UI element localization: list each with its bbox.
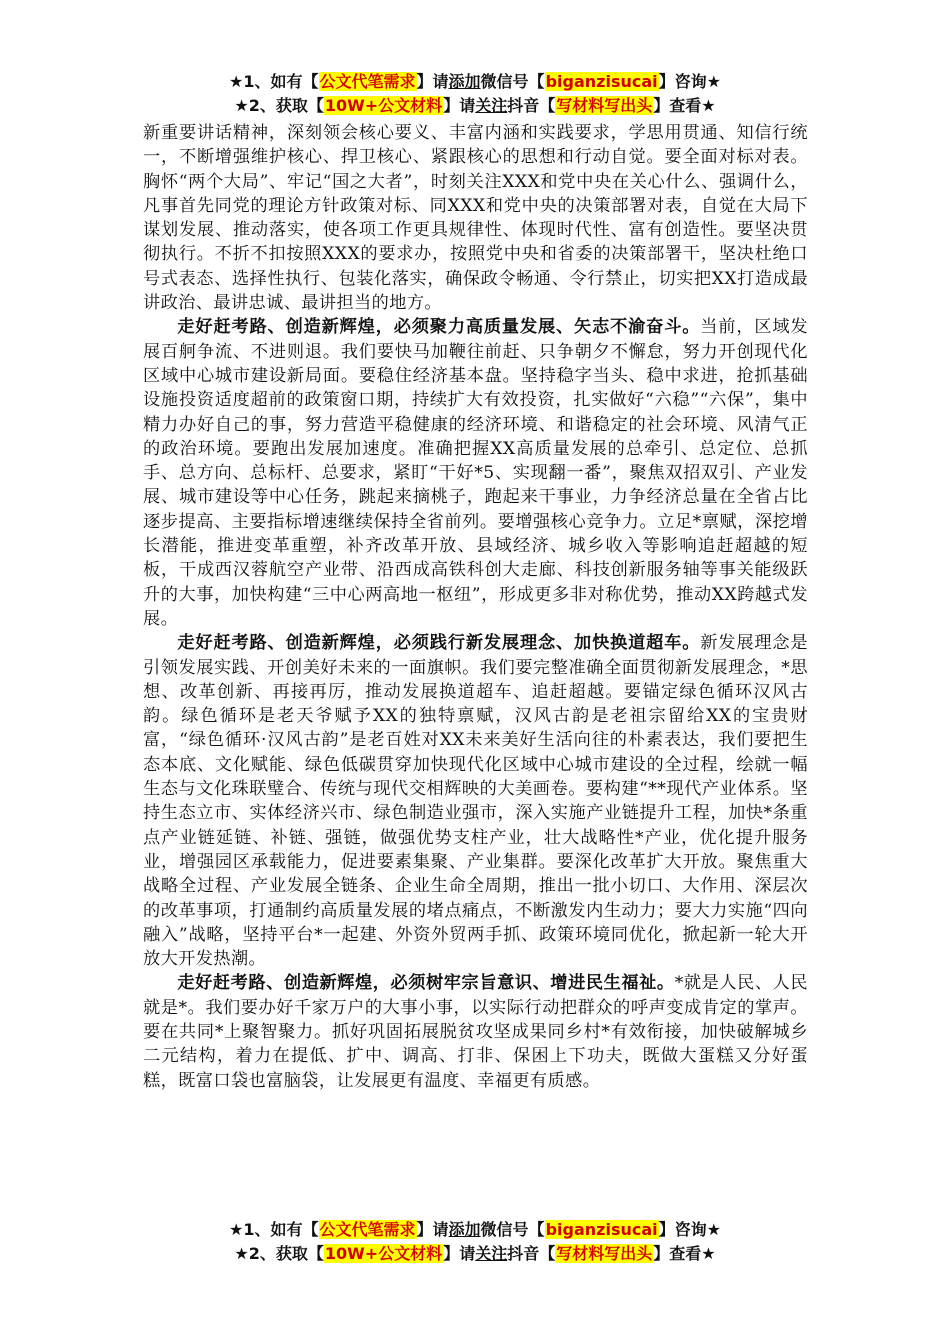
banner-line-1 bbox=[0, 70, 950, 94]
paragraph-lead: 走好赶考路、创造新辉煌，必须聚力高质量发展、矢志不渝奋斗。 bbox=[177, 317, 701, 338]
banner-text: 抖音【 bbox=[507, 96, 556, 115]
paragraph bbox=[143, 121, 808, 315]
paragraph-text: *就是人民、人民就是*。我们要办好千家万户的大事小事，以实际行动把群众的呼声变成肯定的掌声。要在共同*上聚智聚力。抓好巩固拓展脱贫攻坚成果同乡村*有效衔接，加快破解城乡二元结构，着力在提低、扩中、调高、打非、保困上下功夫，既做大蛋糕又分好蛋糕，既富口袋也富脑袋，让发展更有温度、幸福更有质感。 bbox=[143, 973, 809, 1091]
highlight-service: 公文代笔需求 bbox=[319, 1220, 416, 1239]
header-banner bbox=[0, 70, 950, 118]
paragraph-lead: 走好赶考路、创造新辉煌，必须树牢宗旨意识、增进民生福祉。 bbox=[177, 973, 675, 994]
footer-banner bbox=[0, 1218, 950, 1266]
banner-text: 微信号【 bbox=[480, 1220, 545, 1239]
banner-text: ★1、如有【 bbox=[229, 1220, 319, 1239]
banner-text: ★2、获取【 bbox=[234, 1244, 324, 1263]
banner-text: 】请 bbox=[416, 1220, 449, 1239]
banner-text: 抖音【 bbox=[507, 1244, 556, 1263]
underline-text: 关注 bbox=[475, 1244, 508, 1263]
underline-text: 添加 bbox=[448, 72, 481, 91]
banner-text: 微信号【 bbox=[480, 72, 545, 91]
banner-text: ★1、如有【 bbox=[229, 72, 319, 91]
banner-text: 】咨询★ bbox=[658, 1220, 721, 1239]
banner-line-1 bbox=[0, 1218, 950, 1242]
highlight-service: 公文代笔需求 bbox=[319, 72, 416, 91]
banner-text: 】请 bbox=[443, 96, 476, 115]
banner-text: 】查看★ bbox=[653, 1244, 716, 1263]
paragraph-text: 当前，区域发展百舸争流、不进则退。我们要快马加鞭往前赶、只争朝夕不懈怠，努力开创现代化区域中心城市建设新局面。要稳住经济基本盘。坚持稳字当头、稳中求进，抢抓基础设施投资适度超前的政策窗口期，持续扩大有效投资，扎实做好“六稳”“六保”，集中精力办好自己的事，努力营造平稳健康的经济环境、和谐稳定的社会环境、风清气正的政治环境。要跑出发展加速度。准确把握XX高质量发展的总牵引、总定位、总抓手、总方向、总标杆、总要求，紧盯“干好*5、实现翻一番”，聚焦双招双引、产业发展、城市建设等中心任务，跳起来摘桃子，跑起来干事业，力争经济总量在全省占比逐步提高、主要指标增速继续保持全省前列。要增强核心竞争力。立足*禀赋，深挖增长潜能，推进变革重塑，补齐改革开放、县域经济、城乡收入等影响追赶超越的短板，干成西汉蓉航空产业带、沿西成高铁科创大走廊、科技创新服务轴等事关能级跃升的大事，加快构建“三中心两高地一枢纽”，形成更多非对称优势，推动XX跨越式发展。 bbox=[143, 317, 809, 629]
document-body bbox=[143, 121, 808, 1093]
highlight-douyin-account: 写材料写出头 bbox=[556, 96, 653, 115]
highlight-materials: 10W+公文材料 bbox=[324, 1244, 443, 1263]
banner-text: 】查看★ bbox=[653, 96, 716, 115]
paragraph-text: 新发展理念是引领发展实践、开创美好未来的一面旗帜。我们要完整准确全面贯彻新发展理念，*思想、改革创新、再接再厉，推动发展换道超车、追赶超越。要锚定绿色循环汉风古韵。绿色循环是老天爷赋予XX的独特禀赋，汉风古韵是老祖宗留给XX的宝贵财富，“绿色循环·汉风古韵”是老百姓对XX未来美好生活向往的朴素表达，我们要把生态本底、文化赋能、绿色低碳贯穿加快现代化区域中心城市建设的全过程，绘就一幅生态与文化珠联璧合、传统与现代交相辉映的大美画卷。要构建“**现代产业体系。坚持生态立市、实体经济兴市、绿色制造业强市，深入实施产业链提升工程，加快*条重点产业链延链、补链、强链，做强优势支柱产业，壮大战略性*产业，优化提升服务业，增强园区承载能力，促进要素集聚、产业集群。要深化改革扩大开放。聚焦重大战略全过程、产业发展全链条、企业生命全周期，推出一批小切口、大作用、深层次的改革事项，打通制约高质量发展的堵点痛点，不断激发内生动力；要大力实施“四向融入”战略，坚持平台*一起建、外资外贸两手抓、政策环境同优化，掀起新一轮大开放大开发热潮。 bbox=[143, 633, 809, 970]
paragraph-text: 新重要讲话精神，深刻领会核心要义、丰富内涵和实践要求，学思用贯通、知信行统一，不断增强维护核心、捍卫核心、紧跟核心的思想和行动自觉。要全面对标对表。胸怀“两个大局”、牢记“国之大者”，时刻关注XXX和党中央在关心什么、强调什么，凡事首先同党的理论方针政策对标、同XXX和党中央的决策部署对表，自觉在大局下谋划发展、推动落实，使各项工作更具规律性、体现时代性、富有创造性。要坚决贯彻执行。不折不扣按照XXX的要求办，按照党中央和省委的决策部署干，坚决杜绝口号式表态、选择性执行、包装化落实，确保政令畅通、令行禁止，切实把XX打造成最讲政治、最讲忠诚、最讲担当的地方。 bbox=[143, 123, 808, 314]
underline-text: 关注 bbox=[475, 96, 508, 115]
banner-line-2 bbox=[0, 94, 950, 118]
paragraph-lead: 走好赶考路、创造新辉煌，必须践行新发展理念、加快换道超车。 bbox=[177, 633, 701, 654]
paragraph bbox=[143, 315, 808, 631]
banner-text: 】咨询★ bbox=[658, 72, 721, 91]
paragraph bbox=[143, 631, 808, 971]
banner-text: 】请 bbox=[443, 1244, 476, 1263]
underline-text: 添加 bbox=[448, 1220, 481, 1239]
highlight-materials: 10W+公文材料 bbox=[324, 96, 443, 115]
highlight-wechat-id: biganzisucai bbox=[545, 72, 658, 91]
highlight-wechat-id: biganzisucai bbox=[545, 1220, 658, 1239]
banner-line-2 bbox=[0, 1242, 950, 1266]
highlight-douyin-account: 写材料写出头 bbox=[556, 1244, 653, 1263]
banner-text: 】请 bbox=[416, 72, 449, 91]
banner-text: ★2、获取【 bbox=[234, 96, 324, 115]
paragraph bbox=[143, 971, 808, 1092]
